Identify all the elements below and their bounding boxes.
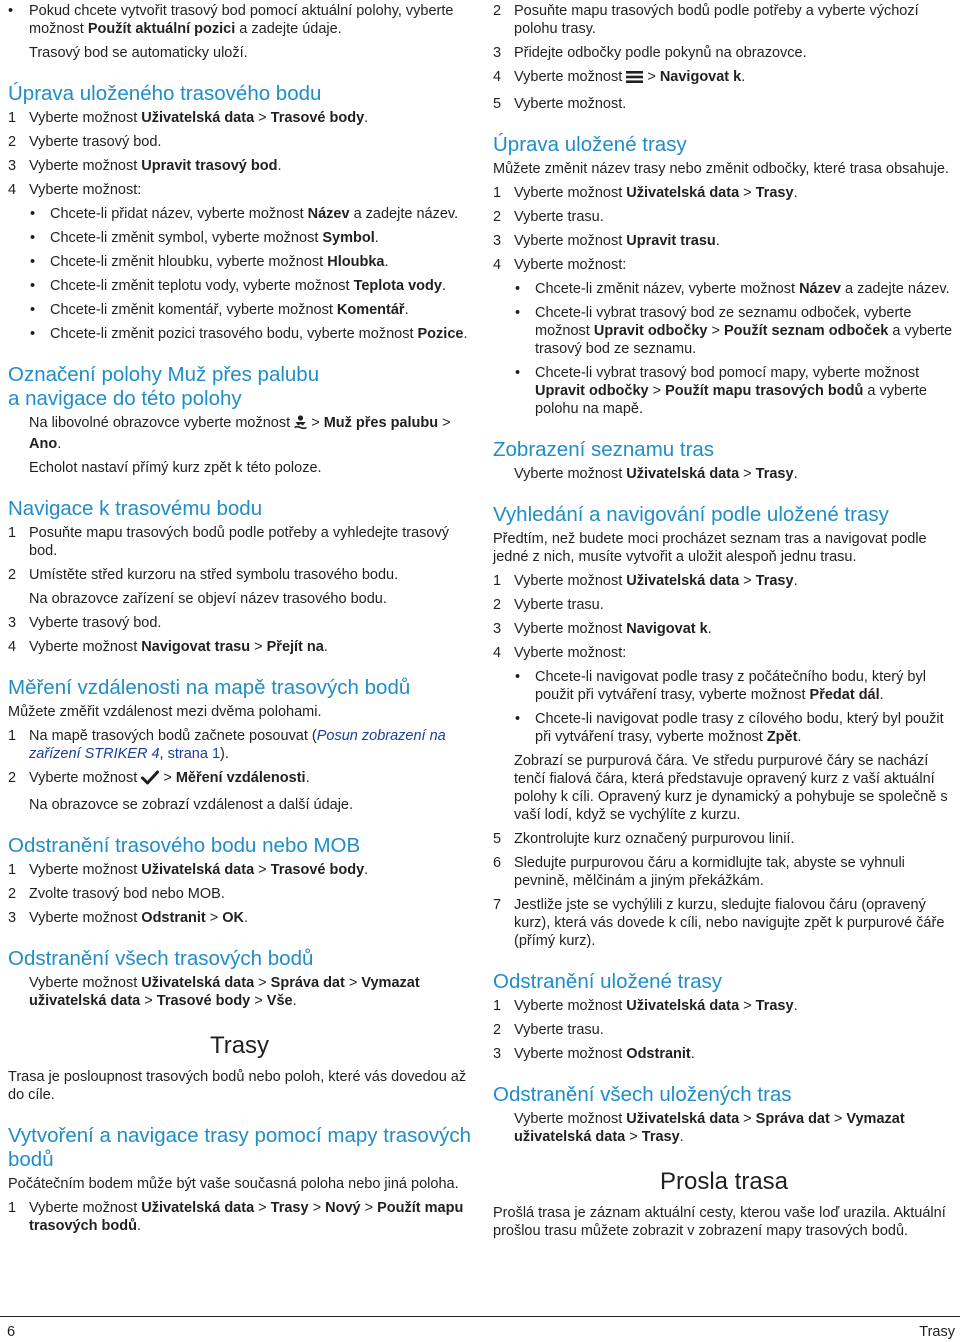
cross-reference-link[interactable]: Posun zobrazení na zařízení STRIKER 4	[29, 728, 446, 762]
text: >	[648, 383, 666, 399]
text: Pokud chcete vytvořit trasový bod pomocí aktuální polohy, vyberte možnost	[29, 3, 454, 37]
text: Vyberte možnost	[514, 69, 627, 85]
text: >	[739, 573, 756, 589]
option-name: Měření vzdálenosti	[175, 770, 306, 786]
text: a zadejte název.	[840, 281, 950, 297]
step-number: 2	[493, 597, 502, 613]
option-name: Trasové body	[156, 993, 251, 1009]
title-line: a navigace do této polohy	[8, 387, 242, 410]
step-item	[8, 861, 471, 879]
bullet-dot: •	[515, 669, 521, 685]
text: Vyberte trasu.	[514, 209, 604, 225]
text: Vyberte možnost	[29, 639, 142, 655]
paragraph: Předtím, než budete moci procházet seznam tras a navigovat podle jedné z nich, musíte vytvořit a uložit alespoň jednu trasu.	[493, 531, 927, 565]
option-name: OK	[222, 910, 245, 926]
option-name: Komentář	[336, 302, 405, 318]
text: >	[739, 466, 756, 482]
step-number: 1	[493, 998, 502, 1014]
title-line: Označení polohy Muž přes palubu	[8, 363, 320, 386]
step-item	[493, 208, 955, 226]
option-name: Předat dál	[809, 687, 880, 703]
option-name: Trasové body	[270, 110, 365, 126]
text: >	[254, 1200, 271, 1216]
option-name: Přejít na	[266, 639, 324, 655]
list-item	[493, 280, 955, 298]
step-item	[493, 896, 955, 950]
text: .	[292, 993, 297, 1009]
step-item	[8, 885, 471, 903]
right-column	[493, 2, 955, 1246]
step-number: 4	[8, 639, 17, 655]
step-item	[493, 830, 955, 848]
option-name: Použít aktuální pozici	[87, 21, 236, 37]
paragraph: Počátečním bodem může být vaše současná poloha nebo jiná poloha.	[8, 1176, 459, 1192]
option-name: Uživatelská data	[141, 975, 255, 991]
text: a vyberte polohu na mapě.	[535, 383, 927, 417]
step-item	[493, 1045, 955, 1063]
text: Chcete-li vybrat trasový bod ze seznamu odboček, vyberte možnost	[535, 305, 912, 339]
option-name: Název	[307, 206, 350, 222]
option-name: Vše	[266, 993, 293, 1009]
section-title: Vytvoření a navigace trasy pomocí mapy trasových bodů	[8, 1124, 471, 1171]
bullet-dot: •	[30, 230, 36, 246]
checkmark-icon	[141, 770, 159, 790]
step-item	[493, 232, 955, 250]
step-item	[493, 854, 955, 890]
text: Vyberte trasu.	[514, 1022, 604, 1038]
text: .	[244, 910, 249, 926]
step-number: 5	[493, 96, 502, 112]
step-item	[493, 1021, 955, 1039]
step-item	[493, 184, 955, 202]
option-name: Uživatelská data	[141, 1200, 255, 1216]
option-name: Uživatelská data	[626, 466, 740, 482]
step-number: 1	[8, 110, 17, 126]
step-item	[493, 44, 955, 62]
step-item	[8, 566, 471, 584]
text: >	[205, 910, 223, 926]
text: >	[360, 1200, 378, 1216]
step-number: 3	[8, 910, 17, 926]
page-reference-link[interactable]: strana 1	[167, 746, 221, 762]
paragraph	[514, 1110, 955, 1146]
option-name: Trasové body	[270, 862, 365, 878]
option-name: Upravit odbočky	[593, 323, 708, 339]
text: >	[307, 415, 324, 431]
option-name: Trasy	[755, 185, 794, 201]
option-name: Vymazat uživatelská data	[514, 1111, 905, 1145]
step-number: 4	[8, 182, 17, 198]
text: Chcete-li změnit teplotu vody, vyberte možnost	[50, 278, 354, 294]
step-number: 2	[493, 3, 502, 19]
option-name: Uživatelská data	[141, 110, 255, 126]
text: Vyberte možnost:	[514, 645, 627, 661]
text: Chcete-li navigovat podle trasy z počátečního bodu, který byl použit při vytváření trasy, vyberte možnost	[535, 669, 926, 703]
option-name: Trasy	[755, 466, 794, 482]
text: Vyberte možnost	[29, 1200, 142, 1216]
step-item	[8, 109, 471, 127]
step-number: 4	[493, 645, 502, 661]
text: Vyberte trasu.	[514, 597, 604, 613]
section-title: Navigace k trasovému bodu	[8, 497, 263, 520]
text: Posuňte mapu trasových bodů podle potřeby a vyhledejte trasový bod.	[29, 525, 449, 559]
option-name: Trasy	[755, 998, 794, 1014]
option-name: Trasy	[641, 1129, 680, 1145]
text: Vyberte možnost	[29, 975, 142, 991]
step-item	[493, 572, 955, 590]
option-name: Uživatelská data	[141, 862, 255, 878]
section-title: Odstranění trasového bodu nebo MOB	[8, 834, 361, 857]
step-item	[8, 524, 471, 560]
text: .	[384, 254, 389, 270]
list-item	[493, 710, 955, 746]
text: Vyberte možnost	[514, 466, 627, 482]
step-number: 4	[493, 257, 502, 273]
step-item	[8, 909, 471, 927]
text: >	[344, 975, 362, 991]
text: Zvolte trasový bod nebo MOB.	[29, 886, 225, 902]
paragraph: Trasa je posloupnost trasových bodů nebo poloh, které vás dovedou až do cíle.	[8, 1069, 467, 1103]
text: Chcete-li změnit hloubku, vyberte možnost	[50, 254, 328, 270]
option-name: Hloubka	[327, 254, 385, 270]
section-title: Měření vzdálenosti na mapě trasových bodů	[8, 676, 411, 699]
left-column	[8, 2, 471, 1241]
text: .	[364, 862, 369, 878]
text: a zadejte údaje.	[235, 21, 342, 37]
text: Vyberte možnost	[514, 621, 627, 637]
bullet-dot: •	[30, 326, 36, 342]
step-number: 1	[493, 185, 502, 201]
step-item	[8, 133, 471, 151]
bullet-dot: •	[515, 281, 521, 297]
step-item	[8, 614, 471, 632]
option-name: Trasy	[270, 1200, 309, 1216]
paragraph: Prošlá trasa je záznam aktuální cesty, kterou vaše loď urazila. Aktuální prošlou trasu můžete zobrazit v zobrazení mapy trasových bodů.	[493, 1205, 946, 1239]
option-name: Odstranit	[626, 1046, 691, 1062]
page-footer	[0, 1316, 960, 1342]
text: >	[159, 770, 176, 786]
option-name: Upravit trasový bod	[141, 158, 278, 174]
paragraph: Můžete změřit vzdálenost mezi dvěma polohami.	[8, 704, 322, 720]
option-name: Vymazat uživatelská data	[29, 975, 420, 1009]
text: .	[57, 436, 62, 452]
list-item	[8, 229, 471, 247]
step-item	[493, 2, 955, 38]
text: .	[441, 278, 446, 294]
text: Vyberte možnost	[29, 158, 142, 174]
text: >	[643, 69, 660, 85]
option-name: Odstranit	[141, 910, 206, 926]
text: .	[879, 687, 884, 703]
step-number: 1	[493, 573, 502, 589]
list-item	[8, 325, 471, 343]
option-name: Muž přes palubu	[323, 415, 439, 431]
menu-icon	[626, 70, 643, 89]
text: .	[374, 230, 379, 246]
section-title: Zobrazení seznamu tras	[493, 438, 715, 461]
step-item	[8, 727, 471, 763]
text: .	[793, 185, 798, 201]
option-name: Uživatelská data	[626, 998, 740, 1014]
chapter-title: Prosla trasa	[659, 1168, 789, 1195]
text: .	[741, 69, 746, 85]
step-number: 2	[8, 886, 17, 902]
text: Vyberte možnost:	[514, 257, 627, 273]
text: .	[463, 326, 468, 342]
step-number: 5	[493, 831, 502, 847]
step-number: 7	[493, 897, 502, 913]
step-item	[493, 68, 955, 89]
option-name: Teplota vody	[353, 278, 442, 294]
option-name: Použít mapu trasových bodů	[665, 383, 864, 399]
option-name: Použít mapu trasových bodů	[29, 1200, 464, 1234]
paragraph	[29, 414, 471, 453]
text: >	[140, 993, 157, 1009]
note: Na obrazovce zařízení se objeví název trasového bodu.	[29, 591, 387, 607]
text: Vyberte možnost	[514, 1046, 627, 1062]
option-name: Použít seznam odboček	[723, 323, 889, 339]
step-item	[493, 997, 955, 1015]
list-item	[8, 2, 471, 38]
man-overboard-icon	[294, 415, 307, 435]
text: Vyberte možnost	[514, 998, 627, 1014]
list-item	[8, 301, 471, 319]
section-title	[8, 363, 471, 411]
text: Přidejte odbočky podle pokynů na obrazovce.	[514, 45, 807, 61]
paragraph: Můžete změnit název trasy nebo změnit odbočky, které trasa obsahuje.	[493, 161, 949, 177]
step-item	[493, 644, 955, 662]
chapter-title: Trasy	[209, 1032, 270, 1059]
text: Vyberte možnost	[29, 862, 142, 878]
option-name: Upravit odbočky	[535, 383, 649, 399]
bullet-dot: •	[515, 305, 521, 321]
step-number: 6	[493, 855, 502, 871]
option-name: Navigovat trasu	[141, 639, 251, 655]
text: .	[679, 1129, 684, 1145]
text: >	[254, 975, 271, 991]
text: ).	[220, 746, 229, 762]
step-number: 4	[493, 69, 502, 85]
option-name: Správa dat	[755, 1111, 830, 1127]
note: Zobrazí se purpurová čára. Ve středu purpurové čáry se nachází tenčí fialová čára, která představuje opravený kurz z vaší aktuální polohy k cíli. Opravený kurz je dynamický a pohybuje se společně s vaší lodí, když se vychýlíte z kurzu.	[514, 753, 948, 823]
text: Vyberte možnost	[29, 910, 142, 926]
text: Umístěte střed kurzoru na střed symbolu trasového bodu.	[29, 567, 399, 583]
bullet-dot: •	[30, 278, 36, 294]
text: >	[707, 323, 724, 339]
text: Chcete-li změnit pozici trasového bodu, vyberte možnost	[50, 326, 418, 342]
text: .	[305, 770, 310, 786]
text: >	[829, 1111, 847, 1127]
text: .	[136, 1218, 141, 1234]
text: Vyberte možnost	[514, 185, 627, 201]
text: Vyberte trasový bod.	[29, 615, 162, 631]
section-title: Odstranění všech uložených tras	[493, 1083, 792, 1106]
option-name: Zpět	[766, 729, 798, 745]
step-item	[493, 256, 955, 274]
text: Vyberte možnost	[514, 1111, 627, 1127]
text: >	[250, 639, 267, 655]
option-name: Ano	[29, 436, 58, 452]
step-number: 2	[8, 770, 17, 786]
text: .	[277, 158, 282, 174]
text: .	[715, 233, 720, 249]
section-title: Vyhledání a navigování podle uložené trasy	[493, 503, 889, 526]
text: a vyberte trasový bod ze seznamu.	[535, 323, 953, 357]
section-title: Úprava uložené trasy	[493, 133, 687, 156]
text: Na libovolné obrazovce vyberte možnost	[29, 415, 295, 431]
option-name: Nový	[325, 1200, 361, 1216]
step-number: 2	[493, 209, 502, 225]
step-item	[493, 620, 955, 638]
text: >	[254, 110, 271, 126]
text: .	[404, 302, 409, 318]
text: >	[739, 185, 756, 201]
step-number: 3	[8, 158, 17, 174]
text: .	[364, 110, 369, 126]
text: >	[308, 1200, 326, 1216]
step-number: 1	[8, 862, 17, 878]
list-item	[8, 205, 471, 223]
text: Vyberte možnost:	[29, 182, 142, 198]
paragraph: Echolot nastaví přímý kurz zpět k této poloze.	[29, 460, 322, 476]
step-number: 1	[8, 525, 17, 541]
text: Chcete-li přidat název, vyberte možnost	[50, 206, 308, 222]
text: >	[250, 993, 267, 1009]
step-number: 3	[493, 45, 502, 61]
option-name: Upravit trasu	[626, 233, 716, 249]
bullet-dot: •	[30, 302, 36, 318]
text: a zadejte název.	[349, 206, 459, 222]
step-number: 2	[493, 1022, 502, 1038]
step-item	[8, 181, 471, 199]
option-name: Pozice	[417, 326, 464, 342]
text: .	[690, 1046, 695, 1062]
bullet-dot: •	[8, 3, 14, 19]
step-item	[493, 596, 955, 614]
text: >	[739, 998, 756, 1014]
bullet-dot: •	[30, 254, 36, 270]
bullet-dot: •	[515, 365, 521, 381]
option-name: Navigovat k	[659, 69, 742, 85]
step-number: 3	[493, 233, 502, 249]
text: Chcete-li změnit komentář, vyberte možnost	[50, 302, 337, 318]
step-number: 1	[8, 728, 17, 744]
text: Posuňte mapu trasových bodů podle potřeby a vyberte výchozí polohu trasy.	[514, 3, 919, 37]
text: .	[793, 998, 798, 1014]
paragraph	[29, 974, 471, 1010]
step-item	[8, 157, 471, 175]
list-item	[493, 364, 955, 418]
note: Trasový bod se automaticky uloží.	[29, 45, 248, 61]
text: Vyberte možnost	[514, 233, 627, 249]
text: Vyberte možnost	[29, 770, 142, 786]
option-name: Symbol	[322, 230, 375, 246]
step-number: 1	[8, 1200, 17, 1216]
option-name: Uživatelská data	[626, 185, 740, 201]
bullet-dot: •	[515, 711, 521, 727]
text: .	[797, 729, 802, 745]
step-item	[8, 1199, 471, 1235]
text: Vyberte možnost	[514, 573, 627, 589]
bullet-dot: •	[30, 206, 36, 222]
text: Vyberte trasový bod.	[29, 134, 162, 150]
text: >	[254, 862, 271, 878]
text: >	[625, 1129, 642, 1145]
text: Jestliže jste se vychýlili z kurzu, sledujte fialovou čáru (opravený kurz), která vás dovede k cíli, nebo navigujte zpět k purpurové čáře (přímý kurz).	[514, 897, 945, 949]
footer-section-name: Trasy	[919, 1324, 955, 1340]
list-item	[8, 253, 471, 271]
text: Chcete-li navigovat podle trasy z cílového bodu, který byl použit při vytváření trasy, vyberte možnost	[535, 711, 944, 745]
text: .	[707, 621, 712, 637]
text: ,	[159, 746, 168, 762]
step-item	[8, 769, 471, 790]
option-name: Název	[799, 281, 841, 297]
step-number: 2	[8, 134, 17, 150]
list-item	[493, 668, 955, 704]
option-name: Trasy	[755, 573, 794, 589]
note: Na obrazovce se zobrazí vzdálenost a další údaje.	[29, 797, 354, 813]
text: Chcete-li změnit symbol, vyberte možnost	[50, 230, 323, 246]
text: Na mapě trasových bodů začnete posouvat (	[29, 728, 317, 744]
step-item	[493, 95, 955, 113]
section-title: Úprava uloženého trasového bodu	[8, 82, 322, 105]
step-number: 3	[493, 1046, 502, 1062]
step-number: 2	[8, 567, 17, 583]
step-number: 3	[8, 615, 17, 631]
text: >	[739, 1111, 756, 1127]
option-name: Uživatelská data	[626, 573, 740, 589]
page-number: 6	[7, 1324, 16, 1340]
section-title: Odstranění všech trasových bodů	[8, 947, 314, 970]
option-name: Správa dat	[270, 975, 345, 991]
list-item	[8, 277, 471, 295]
step-number: 3	[493, 621, 502, 637]
text: .	[323, 639, 328, 655]
text: Zkontrolujte kurz označený purpurovou linií.	[514, 831, 795, 847]
text: .	[793, 466, 798, 482]
option-name: Navigovat k	[626, 621, 708, 637]
text: Chcete-li vybrat trasový bod pomocí mapy, vyberte možnost	[535, 365, 920, 381]
text: Chcete-li změnit název, vyberte možnost	[535, 281, 800, 297]
text: Sledujte purpurovou čáru a kormidlujte tak, abyste se vyhnuli pevnině, mělčinám a jiným překážkám.	[514, 855, 905, 889]
text: >	[438, 415, 451, 431]
list-item	[493, 304, 955, 358]
text: Vyberte možnost.	[514, 96, 627, 112]
section-title: Odstranění uložené trasy	[493, 970, 723, 993]
paragraph	[514, 465, 955, 483]
text: Vyberte možnost	[29, 110, 142, 126]
option-name: Uživatelská data	[626, 1111, 740, 1127]
text: .	[793, 573, 798, 589]
step-item	[8, 638, 471, 656]
